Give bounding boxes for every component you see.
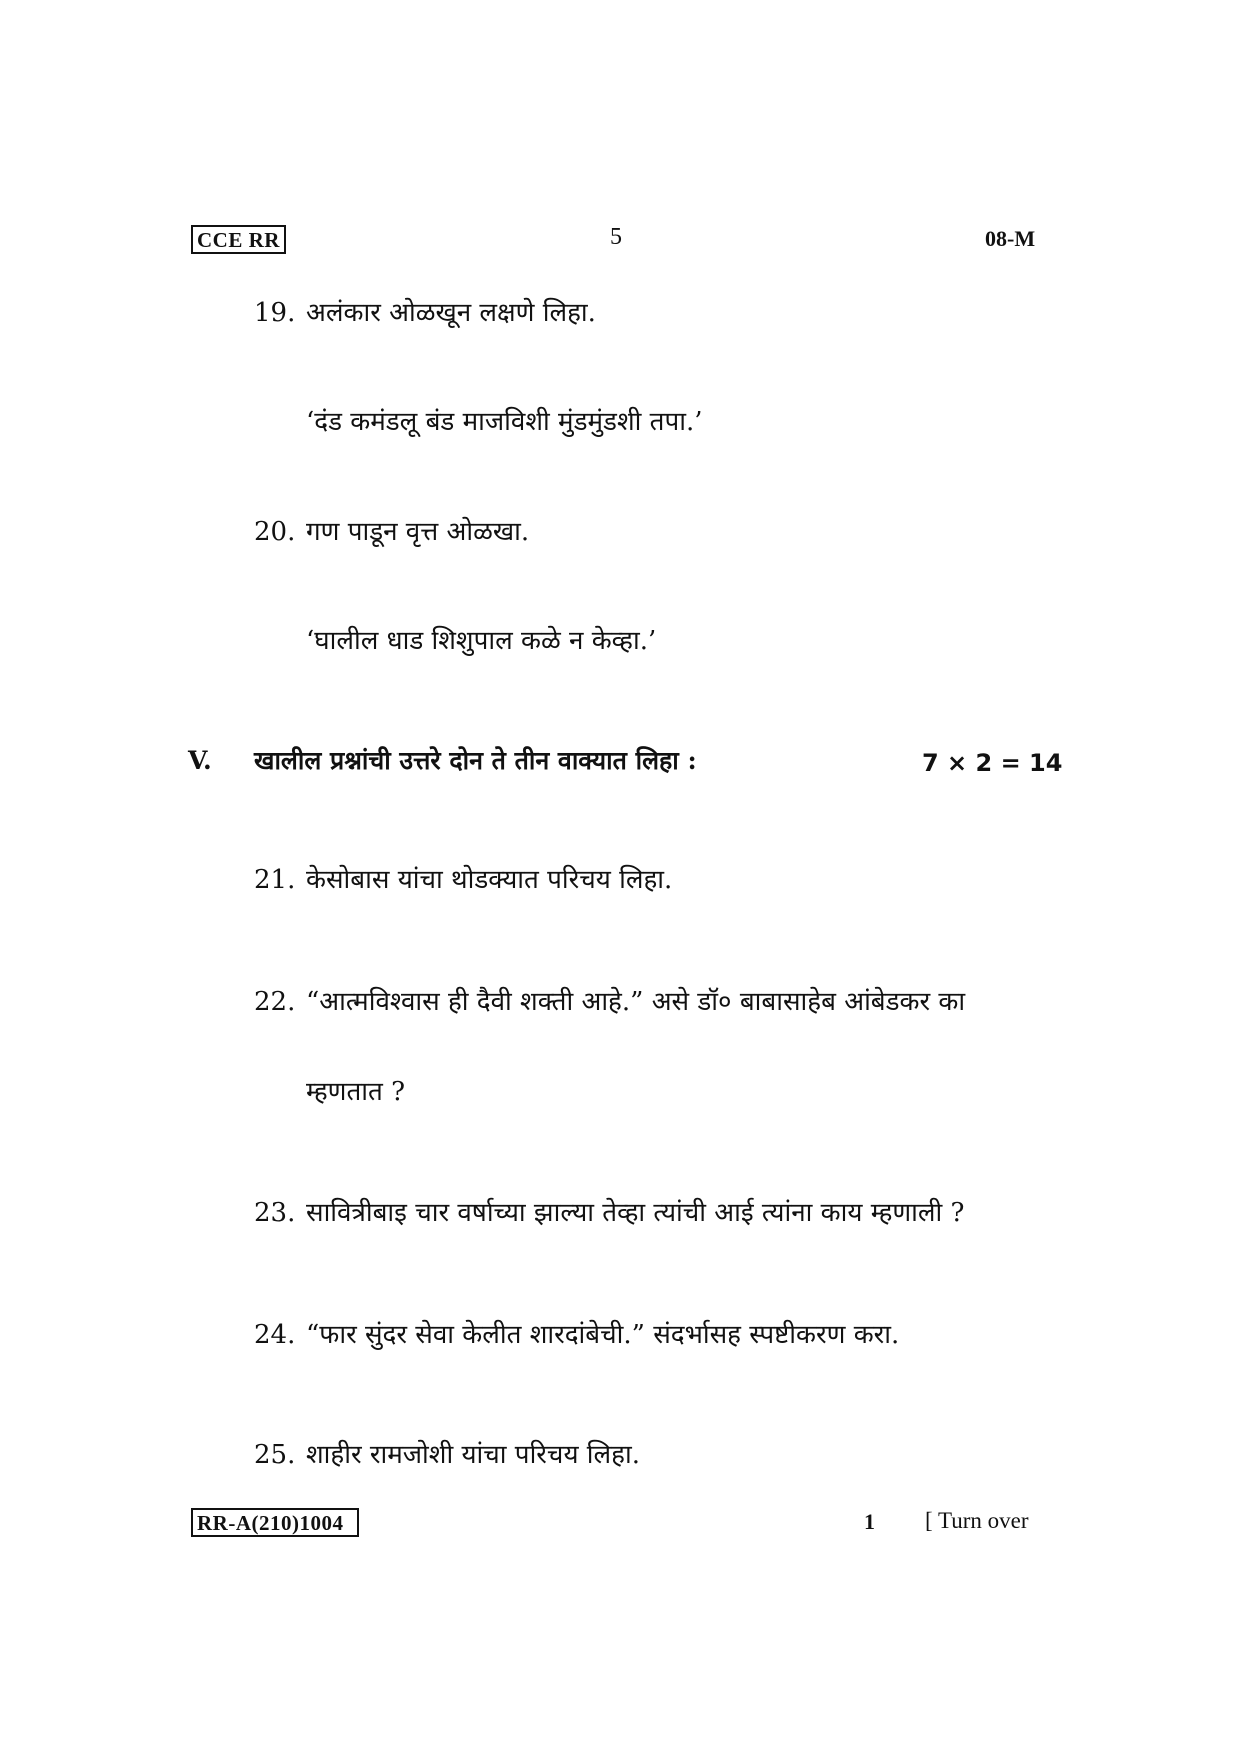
question-text: शाहीर रामजोशी यांचा परिचय लिहा. <box>306 1440 640 1470</box>
question-20-quote: ‘घालील धाड शिशुपाल कळे न केव्हा.’ <box>306 626 657 656</box>
question-text: सावित्रीबाइ चार वर्षाच्या झाल्या तेव्हा त्यांची आई त्यांना काय म्हणाली ? <box>306 1198 965 1228</box>
question-23 <box>254 1196 964 1230</box>
question-number: 20. <box>254 517 296 547</box>
question-number: 24. <box>254 1320 296 1350</box>
page-number: 5 <box>610 224 622 250</box>
header-code-left: CCE RR <box>191 225 286 254</box>
turn-over-label: [ Turn over <box>925 1508 1029 1533</box>
header-code-right: 08-M <box>985 226 1036 251</box>
question-text: “आत्मविश्वास ही दैवी शक्ती आहे.” असे डॉ० बाबासाहेब आंबेडकर का <box>306 987 966 1017</box>
footer-code: RR-A(210)1004 <box>191 1508 359 1537</box>
question-number: 23. <box>254 1198 296 1228</box>
question-20 <box>254 515 529 549</box>
question-25 <box>254 1438 640 1472</box>
question-number: 25. <box>254 1440 296 1470</box>
footer-sheet-number: 1 <box>864 1509 875 1534</box>
question-text: “फार सुंदर सेवा केलीत शारदांबेची.” संदर्भासह स्पष्टीकरण करा. <box>306 1320 900 1350</box>
question-22 <box>254 985 965 1019</box>
question-number: 22. <box>254 987 296 1017</box>
question-19-quote: ‘दंड कमंडलू बंड माजविशी मुंडमुंडशी तपा.’ <box>306 407 703 437</box>
question-number: 19. <box>254 298 296 328</box>
question-19 <box>254 296 596 330</box>
question-text: अलंकार ओळखून लक्षणे लिहा. <box>306 298 596 328</box>
question-24 <box>254 1318 899 1352</box>
question-text: गण पाडून वृत्त ओळखा. <box>306 517 530 547</box>
section-marks: 7 × 2 = 14 <box>922 749 1063 777</box>
question-text: केसोबास यांचा थोडक्यात परिचय लिहा. <box>306 865 673 895</box>
question-21 <box>254 863 672 897</box>
question-number: 21. <box>254 865 296 895</box>
section-title: खालील प्रश्नांची उत्तरे दोन ते तीन वाक्यात लिहा : <box>254 746 697 775</box>
section-label: V. <box>188 746 212 775</box>
question-22-continuation: म्हणतात ? <box>306 1077 406 1107</box>
